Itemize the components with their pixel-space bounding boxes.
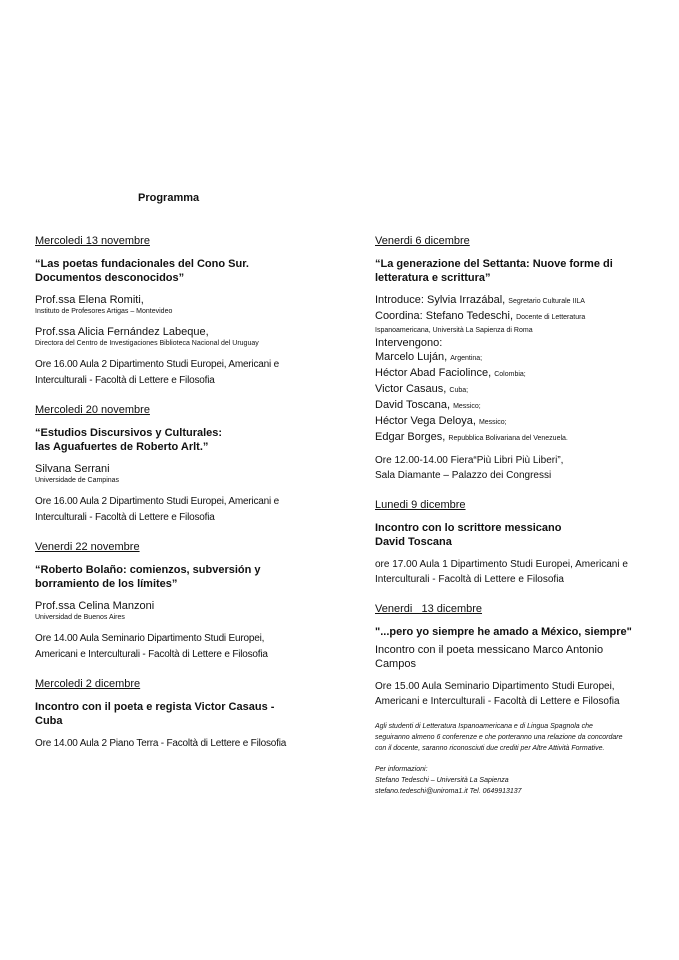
event-title: "...pero yo siempre he amado a México, siempre"	[375, 626, 632, 638]
speaker-name: Prof.ssa Alicia Fernández Labeque,	[35, 326, 209, 338]
contact-email-phone[interactable]: stefano.tedeschi@uniroma1.it Tel. 0649913137	[375, 788, 522, 795]
speaker-item: Héctor Abad Faciolince, Colombia;	[375, 367, 526, 379]
event-time-location: Ore 16.00 Aula 2 Dipartimento Studi Europei, Americani e Interculturali - Facoltà di Lettere e Filosofia	[35, 359, 279, 386]
event-time-location: Ore 12.00-14.00 Fiera“Più Libri Più Liberi”, Sala Diamante – Palazzo dei Congressi	[375, 455, 564, 481]
speaker-item: Edgar Borges, Repubblica Bolivariana del Venezuela.	[375, 431, 568, 443]
event-20-novembre	[35, 403, 310, 526]
page-title: Programma	[138, 192, 200, 204]
event-date: Venerdi 13 dicembre	[375, 603, 483, 615]
event-title: Incontro con lo scrittore messicano David Toscana	[375, 522, 562, 548]
event-title: “Roberto Bolaño: comienzos, subversión y borramiento de los límites”	[35, 564, 261, 590]
speaker-item: Marcelo Luján, Argentina;	[375, 351, 483, 363]
event-22-novembre	[35, 540, 310, 663]
event-title: “Estudios Discursivos y Culturales: las Aguafuertes de Roberto Arlt.”	[35, 427, 223, 453]
event-time-location: Ore 14.00 Aula 2 Piano Terra - Facoltà di Lettere e Filosofia	[35, 738, 287, 749]
event-13-dicembre	[375, 602, 650, 709]
speaker-affiliation: Instituto de Profesores Artigas – Montevideo	[35, 308, 173, 315]
event-date: Mercoledi 20 novembre	[35, 404, 150, 416]
credits-note: Agli studenti di Letteratura Ispanoamericana e di Lingua Spagnola che seguiranno almeno 6 conferenze e che porteranno una relazione da concordare con il docente, saranno riconosciuti due crediti per Altre Attività Formative.	[375, 723, 623, 752]
speaker-item: Victor Casaus, Cuba;	[375, 383, 469, 395]
event-title: “Las poetas fundacionales del Cono Sur. Documentos desconocidos”	[35, 258, 249, 284]
event-9-dicembre	[375, 498, 650, 587]
speaker-affiliation: Universidad de Buenos Aires	[35, 614, 125, 621]
event-13-novembre	[35, 234, 310, 389]
event-date: Mercoledi 13 novembre	[35, 235, 150, 247]
speaker-name: Silvana Serrani	[35, 463, 110, 475]
event-subtitle: Incontro con il poeta messicano Marco Antonio Campos	[375, 644, 604, 670]
introducer: Introduce: Sylvia Irrazábal, Segretario Culturale IILA	[375, 294, 585, 306]
left-column	[35, 234, 310, 752]
event-2-dicembre	[35, 677, 310, 752]
speaker-name: Prof.ssa Elena Romiti,	[35, 294, 144, 306]
event-time-location: ore 17.00 Aula 1 Dipartimento Studi Europei, Americani e Interculturali - Facoltà di Lettere e Filosofia	[375, 559, 628, 585]
event-time-location: Ore 15.00 Aula Seminario Dipartimento Studi Europei, Americani e Interculturali - Facoltà di Lettere e Filosofia	[375, 681, 620, 707]
event-date: Venerdi 22 novembre	[35, 541, 140, 553]
coordinator-affiliation: Ispanoamericana, Università La Sapienza di Roma	[375, 327, 533, 334]
speaker-item: Héctor Vega Deloya, Messico;	[375, 415, 507, 427]
event-date: Venerdi 6 dicembre	[375, 235, 470, 247]
event-title: “La generazione del Settanta: Nuove forme di letteratura e scrittura”	[375, 258, 613, 284]
speakers-label: Intervengono:	[375, 337, 443, 349]
event-date: Mercoledi 2 dicembre	[35, 678, 141, 690]
event-time-location: Ore 16.00 Aula 2 Dipartimento Studi Europei, Americani e Interculturali - Facoltà di Lettere e Filosofia	[35, 496, 279, 523]
event-date: Lunedi 9 dicembre	[375, 499, 466, 511]
speaker-item: David Toscana, Messico;	[375, 399, 481, 411]
coordinator: Coordina: Stefano Tedeschi, Docente di Letteratura	[375, 310, 586, 322]
event-title: Incontro con il poeta e regista Victor Casaus - Cuba	[35, 701, 275, 727]
right-column	[375, 234, 650, 797]
contact-info: Per informazioni: Stefano Tedeschi – Università La Sapienza stefano.tedeschi@uniroma1.it Tel. 0649913137	[375, 764, 650, 797]
event-time-location: Ore 14.00 Aula Seminario Dipartimento Studi Europei, Americani e Interculturali - Facoltà di Lettere e Filosofia	[35, 633, 268, 660]
speaker-affiliation: Universidade de Campinas	[35, 477, 120, 484]
speaker-name: Prof.ssa Celina Manzoni	[35, 600, 155, 612]
speaker-affiliation: Directora del Centro de Investigaciones Biblioteca Nacional del Uruguay	[35, 340, 259, 347]
event-6-dicembre	[375, 234, 650, 483]
